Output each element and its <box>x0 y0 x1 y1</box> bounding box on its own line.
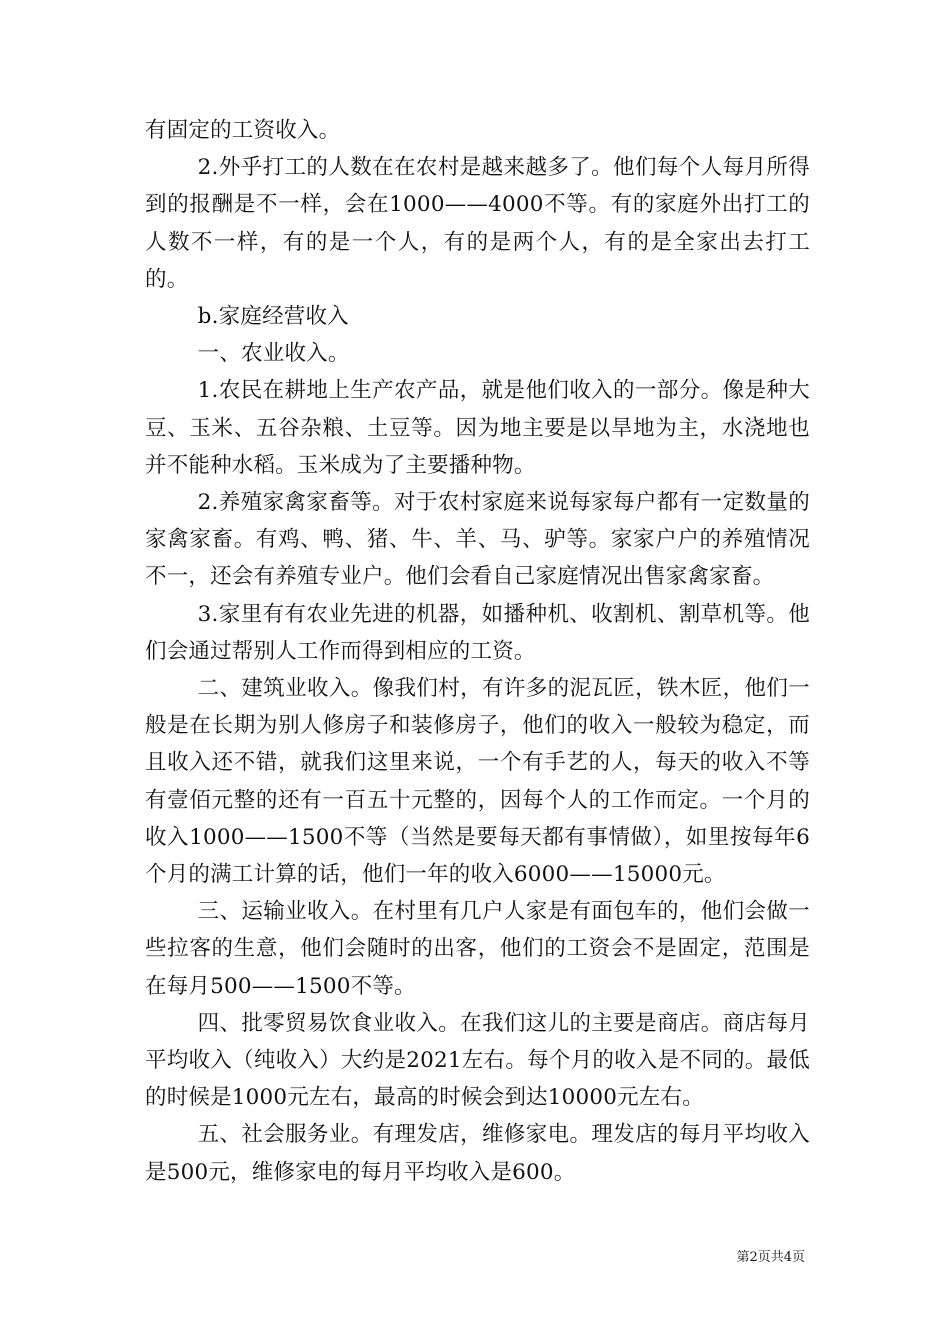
paragraph-retail: 四、批零贸易饮食业收入。在我们这儿的主要是商店。商店每月平均收入（纯收入）大约是2021左右。每个月的收入是不同的。最低的时候是1000元左右，最高的时候会到达10000元左右。 <box>145 1010 810 1111</box>
paragraph-5: 1.农民在耕地上生产农产品，就是他们收入的一部分。像是种大豆、玉米、五谷杂粮、土豆等。因为地主要是以旱地为主，水浇地也并不能种水稻。玉米成为了主要播种物。 <box>145 378 810 478</box>
paragraph-services: 五、社会服务业。有理发店，维修家电。理发店的每月平均收入是500元，维修家电的每月平均收入是600。 <box>145 1122 810 1185</box>
paragraph-transport: 三、运输业收入。在村里有几户人家是有面包车的，他们会做一些拉客的生意，他们会随时的出客，他们的工资会不是固定，范围是在每月500——1500不等。 <box>145 899 810 999</box>
section-heading-b: b.家庭经营收入 <box>197 304 349 330</box>
paragraph-7: 3.家里有有农业先进的机器，如播种机、收割机、割草机等。他们会通过帮别人工作而得到相应的工资。 <box>145 601 810 664</box>
subsection-heading-agriculture: 一、农业收入。 <box>197 341 350 367</box>
document-body <box>145 112 810 1191</box>
paragraph-2: 2.外乎打工的人数在在农村是越来越多了。他们每个人每月所得到的报酬是不一样，会在1000——4000不等。有的家庭外出打工的人数不一样，有的是一个人，有的是两个人，有的是全家出去打工的。 <box>145 155 810 292</box>
paragraph-6: 2.养殖家禽家畜等。对于农村家庭来说每家每户都有一定数量的家禽家畜。有鸡、鸭、猪、牛、羊、马、驴等。家家户户的养殖情况不一，还会有养殖专业户。他们会看自己家庭情况出售家禽家畜。 <box>145 490 810 590</box>
page-number: 第2页共4页 <box>736 1250 805 1265</box>
paragraph-construction: 二、建筑业收入。像我们村，有许多的泥瓦匠，铁木匠，他们一般是在长期为别人修房子和装修房子，他们的收入一般较为稳定，而且收入还不错，就我们这里来说，一个有手艺的人，每天的收入不等有壹佰元整的还有一百五十元整的，因每个人的工作而定。一个月的收入1000——1500不等（当然是要每天都有事情做），如里按每年6个月的满工计算的话，他们一年的收入6000——15000元。 <box>145 676 810 888</box>
paragraph-1: 有固定的工资收入。 <box>145 118 341 143</box>
